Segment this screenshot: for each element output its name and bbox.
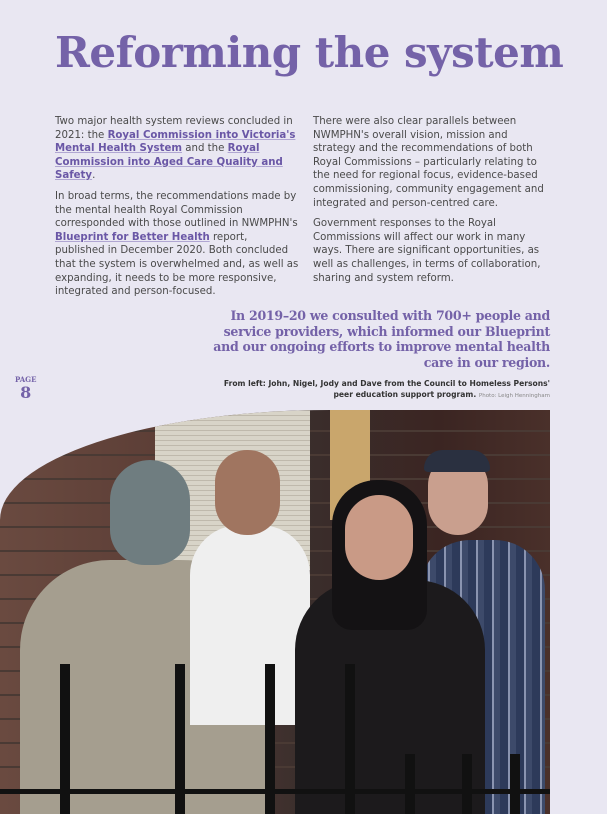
- fence-spike: [60, 664, 70, 814]
- page-number: [15, 375, 37, 402]
- group-photo: [0, 410, 550, 814]
- quote-and-caption: [210, 308, 550, 402]
- person-nigel: [190, 525, 310, 725]
- fence-spike: [462, 754, 472, 814]
- fence-spike: [175, 664, 185, 814]
- text: .: [92, 170, 96, 182]
- fence-spike: [405, 754, 415, 814]
- caption-text: From left: John, Nigel, Jody and Dave from the Council to Homeless Persons' peer education support program.: [223, 379, 550, 399]
- person-john-head: [110, 460, 190, 565]
- page-label: PAGE: [15, 375, 37, 384]
- text: report, published in December 2020. Both concluded that the system is overwhelmed and, as well as expanding, it needs to be more responsive, integrated and person-focused.: [55, 231, 299, 298]
- link-mental-health-royal-commission[interactable]: Royal Commission into Victoria's Mental Health System: [55, 129, 296, 155]
- fence-spike: [345, 664, 355, 814]
- fence-spike: [510, 754, 520, 814]
- person-jody-head: [345, 495, 413, 580]
- page-num: 8: [20, 383, 32, 402]
- page-title: Reforming the system: [55, 28, 564, 77]
- photo-credit: Photo: Leigh Henningham: [478, 393, 550, 399]
- paragraph: There were also clear parallels between NWMPHN's overall vision, mission and strategy and the recommendations of both Royal Commissions – particularly relating to the need for regional focus, evidence-based commissioning, community engagement and integrated and person-centred care.: [313, 116, 544, 209]
- text: and the: [182, 143, 228, 155]
- link-blueprint[interactable]: Blueprint for Better Health: [55, 231, 210, 243]
- paragraph: [55, 190, 300, 299]
- photo-caption: [210, 378, 550, 402]
- paragraph: [55, 115, 300, 183]
- paragraph: Government responses to the Royal Commissions will affect our work in many ways. There are significant opportunities, as well as challenges, in terms of collaboration, sharing and system reform.: [313, 218, 541, 284]
- cap: [424, 450, 490, 472]
- left-column: [55, 115, 300, 306]
- pull-quote: In 2019–20 we consulted with 700+ people and service providers, which informed our Blueprint and our ongoing efforts to improve mental health care in our region.: [213, 308, 550, 370]
- right-column: [313, 115, 553, 292]
- person-nigel-head: [215, 450, 280, 535]
- fence-spike: [265, 664, 275, 814]
- text: In broad terms, the recommendations made by the mental health Royal Commission corresponded with those outlined in NWMPHN's: [55, 190, 298, 230]
- link-aged-care-royal-commission[interactable]: Royal Commission into Aged Care Quality and Safety: [55, 143, 283, 182]
- text: Two major health system reviews concluded in 2021: the: [55, 116, 293, 141]
